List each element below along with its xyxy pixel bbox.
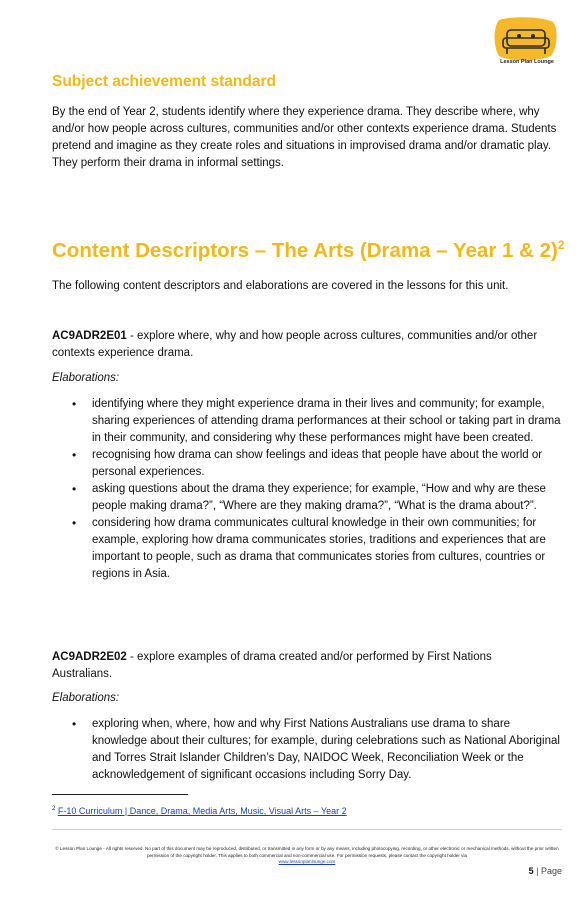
list-item: • considering how drama communicates cultural knowledge in their own communities; for example, exploring how drama communicates stories, traditions and experiences that are important to people, such as drama that communicates stories from cultures, countries or regions in Asia.	[72, 515, 562, 583]
footnote-link[interactable]: F-10 Curriculum | Dance, Drama, Media Arts, Music, Visual Arts – Year 2	[57, 806, 347, 816]
content-heading-text: Content Descriptors – The Arts (Drama – Year 1 & 2)	[52, 239, 558, 262]
descriptor-2-elaborations	[72, 716, 562, 784]
page-number	[529, 866, 562, 876]
descriptor-2-elaborations-label: Elaborations:	[52, 692, 120, 704]
content-heading	[52, 238, 565, 263]
footnote-divider	[52, 794, 188, 795]
page-separator: |	[533, 866, 541, 876]
list-item: • exploring when, where, how and why First Nations Australians use drama to share knowledge about their cultures; for example, during celebrations such as National Aboriginal and Torres Strait Islander Children’s Day, NAIDOC Week, Reconciliation Week or the acknowledgement of significant occasions including Sorry Day.	[72, 716, 562, 784]
footnote	[52, 806, 347, 816]
list-item: • identifying where they might experience drama in their lives and community; for example, sharing experiences of attending drama performances at their school or taking part in drama in their community, and considering why these performances might have been created.	[72, 396, 562, 447]
list-item: • recognising how drama can show feelings and ideas that people have about the world or personal experiences.	[72, 447, 562, 481]
descriptor-1-elaborations-label: Elaborations:	[52, 372, 120, 384]
page-number-value: 5	[528, 866, 534, 876]
descriptor-2-text: - explore examples of drama created and/or performed by First Nations Australians.	[52, 651, 492, 680]
footnote-ref[interactable]: 2	[557, 238, 565, 252]
footer-copyright	[52, 846, 562, 866]
list-item: • asking questions about the drama they experience; for example, “How and why are these people making drama?”, “Where are they making drama?”, “What is the drama about?”.	[72, 481, 562, 515]
content-intro: The following content descriptors and elaborations are covered in the lessons for this unit.	[52, 280, 509, 292]
descriptor-2	[52, 649, 552, 683]
achievement-text: By the end of Year 2, students identify where they experience drama. They describe where, why and/or how people across cultures, communities and/or other contexts experience drama. Students pretend and imagine as they create roles and situations in improvised drama and/or dramatic play. They perform their drama in informal settings.	[52, 106, 557, 169]
footer-copyright-text: © Lesson Plan Lounge - All rights reserved. No part of this document may be reproduced, distributed, or transmitted in any form or by any means, including photocopying, recording, or other electronic or mechanical methods, without the prior written permission of the copyright holder. This applies to both commercial and non-commercial use. For permission requests, please contact the copyright holder via	[55, 846, 559, 858]
descriptor-1-code: AC9ADR2E01	[52, 330, 127, 342]
descriptor-2-code: AC9ADR2E02	[52, 651, 127, 663]
descriptor-1-elaborations	[72, 396, 562, 583]
page-label: Page	[540, 866, 562, 876]
achievement-heading: Subject achievement standard	[52, 73, 276, 90]
footer-divider	[52, 829, 562, 830]
logo-text: Lesson Plan Lounge	[500, 59, 554, 65]
footer-website-link[interactable]: www.lessonplanlounge.com	[278, 859, 336, 864]
descriptor-1	[52, 328, 552, 362]
descriptor-1-text: - explore where, why and how people across cultures, communities and/or other contexts experience drama.	[52, 330, 538, 359]
footnote-number: 2	[52, 806, 56, 812]
